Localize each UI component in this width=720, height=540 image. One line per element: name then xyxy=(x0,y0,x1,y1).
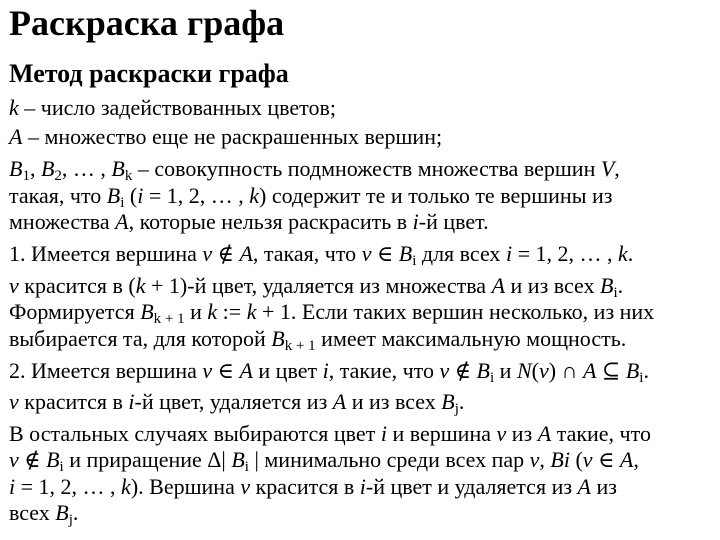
math-symbol: B xyxy=(140,299,154,324)
subscript: k + 1 xyxy=(284,338,316,354)
text-span: . xyxy=(643,358,649,383)
math-symbol: v xyxy=(202,241,213,266)
math-symbol: i xyxy=(505,241,513,266)
math-symbol: v xyxy=(9,389,19,414)
text-span: и из всех xyxy=(505,273,601,298)
math-symbol: v xyxy=(9,273,19,298)
text-span: = 1, 2, … , xyxy=(143,183,250,208)
math-symbol: k xyxy=(9,95,19,120)
math-symbol: A xyxy=(239,358,253,383)
math-symbol: A xyxy=(537,421,552,446)
math-symbol: v xyxy=(361,241,372,266)
math-symbol: V xyxy=(600,156,615,181)
slide-subtitle: Метод раскраски графа xyxy=(9,59,289,88)
text-line xyxy=(9,241,633,267)
math-symbol: v xyxy=(582,447,593,472)
math-symbol: B xyxy=(600,273,614,298)
subscript: i xyxy=(120,195,125,211)
text-span: ) ∩ xyxy=(548,358,583,383)
text-span: , xyxy=(633,447,639,472)
text-line xyxy=(9,156,620,182)
math-symbol: k xyxy=(135,273,146,298)
math-symbol: B xyxy=(46,447,60,472)
math-symbol: k xyxy=(249,183,260,208)
math-symbol: i xyxy=(9,474,16,499)
slide-title: Раскраска графа xyxy=(9,3,285,43)
text-span: красится в xyxy=(18,389,129,414)
math-symbol: A xyxy=(115,209,129,234)
math-symbol: B xyxy=(55,500,69,525)
text-span: красится в xyxy=(250,474,360,499)
text-span: 1. Имеется вершина xyxy=(9,241,203,266)
math-symbol: i xyxy=(137,183,144,208)
text-span: ∈ xyxy=(592,447,620,472)
text-span: , xyxy=(614,156,620,181)
text-span: = 1, 2, … , xyxy=(512,241,618,266)
text-line xyxy=(9,183,612,209)
text-span: Формируется xyxy=(9,299,141,324)
text-span: В остальных случаях выбираются цвет xyxy=(9,421,381,446)
subscript: i xyxy=(59,459,64,475)
text-span: -й цвет, удаляется из xyxy=(134,389,333,414)
text-span: . xyxy=(458,389,465,414)
text-span: – множество еще не раскрашенных вершин; xyxy=(22,124,443,149)
math-symbol: B xyxy=(106,183,121,208)
text-line xyxy=(9,500,78,526)
text-span: ( xyxy=(569,447,583,472)
text-span: имеет максимальную мощность. xyxy=(315,326,627,351)
text-span: для всех xyxy=(416,241,506,266)
math-symbol: i xyxy=(359,474,366,499)
text-span: := xyxy=(217,299,247,324)
text-span: ( xyxy=(531,358,539,383)
text-span: ∉ xyxy=(18,447,47,472)
subscript: 1 xyxy=(22,168,30,184)
text-span: = 1, 2, … , xyxy=(15,474,122,499)
text-span: -й цвет. xyxy=(418,209,489,234)
text-span: ∈ xyxy=(212,358,240,383)
text-line xyxy=(9,389,464,415)
text-span: ). Вершина xyxy=(130,474,241,499)
text-span: , такая, что xyxy=(252,241,362,266)
text-span: красится в ( xyxy=(18,273,136,298)
text-span: , xyxy=(29,156,41,181)
subscript: i xyxy=(490,370,495,386)
text-line xyxy=(9,209,489,235)
math-symbol: i xyxy=(128,389,135,414)
text-span: | минимально среди всех пар xyxy=(248,447,530,472)
math-symbol: N xyxy=(516,358,532,383)
text-span: + 1. Если таких вершин несколько, из них xyxy=(256,299,655,324)
math-symbol: i xyxy=(412,209,419,234)
math-symbol: B xyxy=(231,447,245,472)
text-line xyxy=(9,326,626,352)
text-span: и цвет xyxy=(252,358,323,383)
text-span: ∉ xyxy=(212,241,240,266)
math-symbol: A xyxy=(577,474,591,499)
text-line xyxy=(9,447,639,473)
subscript: i xyxy=(412,253,417,269)
text-span: множества xyxy=(9,209,116,234)
text-line xyxy=(9,474,617,500)
text-span: ∈ xyxy=(371,241,399,266)
text-span: + 1)-й цвет, удаляется из множества xyxy=(145,273,492,298)
text-line xyxy=(9,421,651,447)
math-symbol: B xyxy=(476,358,490,383)
math-symbol: B xyxy=(111,156,125,181)
text-span: ) содержит те и только те вершины из xyxy=(259,183,613,208)
math-symbol: v xyxy=(496,421,507,446)
text-span: , которые нельзя раскрасить в xyxy=(128,209,413,234)
math-symbol: k xyxy=(617,241,628,266)
text-span: , такие, что xyxy=(328,358,440,383)
subscript: i xyxy=(613,285,618,301)
text-span: ∉ xyxy=(449,358,477,383)
math-symbol: B xyxy=(271,326,285,351)
math-symbol: B xyxy=(9,156,23,181)
text-span: , … , xyxy=(61,156,112,181)
math-symbol: A xyxy=(239,241,253,266)
text-span: и приращение Δ| xyxy=(63,447,232,472)
text-span: из xyxy=(591,474,617,499)
math-symbol: v xyxy=(538,358,549,383)
text-span: . xyxy=(627,241,634,266)
math-symbol: k xyxy=(121,474,131,499)
text-line xyxy=(9,358,649,384)
text-span: . xyxy=(72,500,79,525)
text-span: ⊆ xyxy=(596,358,626,383)
math-symbol: v xyxy=(240,474,251,499)
math-symbol: k xyxy=(207,299,218,324)
subscript: 2 xyxy=(54,168,62,184)
subscript: i xyxy=(639,370,644,386)
text-span: всех xyxy=(9,500,56,525)
text-span: , xyxy=(539,447,551,472)
subscript: i xyxy=(244,459,249,475)
text-span: . xyxy=(617,273,624,298)
math-symbol: A xyxy=(9,124,23,149)
math-symbol: A xyxy=(619,447,634,472)
text-span: – совокупность подмножеств множества вершин xyxy=(132,156,601,181)
text-span: ( xyxy=(124,183,138,208)
math-symbol: v xyxy=(202,358,213,383)
math-symbol: A xyxy=(582,358,597,383)
text-span: и xyxy=(494,358,517,383)
text-span: из xyxy=(506,421,538,446)
text-span: и из всех xyxy=(346,389,442,414)
text-span: такая, что xyxy=(9,183,107,208)
math-symbol: v xyxy=(439,358,450,383)
text-span: – число задействованных цветов; xyxy=(18,95,336,120)
math-symbol: v xyxy=(9,447,19,472)
text-span: такие, что xyxy=(551,421,651,446)
math-symbol: v xyxy=(529,447,540,472)
subscript: j xyxy=(454,401,459,417)
math-symbol: B xyxy=(625,358,640,383)
text-line xyxy=(9,273,623,299)
math-symbol: Bi xyxy=(550,447,570,472)
text-span: и вершина xyxy=(386,421,497,446)
text-line xyxy=(9,124,442,150)
subscript: k + 1 xyxy=(153,311,185,327)
subscript: k xyxy=(124,168,133,184)
math-symbol: A xyxy=(491,273,506,298)
math-symbol: k xyxy=(246,299,257,324)
text-line xyxy=(9,95,336,121)
subscript: j xyxy=(68,512,73,528)
math-symbol: A xyxy=(332,389,347,414)
math-symbol: B xyxy=(441,389,455,414)
math-symbol: i xyxy=(380,421,387,446)
text-span: и xyxy=(184,299,208,324)
math-symbol: B xyxy=(40,156,55,181)
text-span: -й цвет и удаляется из xyxy=(365,474,578,499)
math-symbol: B xyxy=(398,241,413,266)
math-symbol: i xyxy=(322,358,329,383)
text-span: 2. Имеется вершина xyxy=(9,358,203,383)
text-line xyxy=(9,299,654,325)
text-span: выбирается та, для которой xyxy=(9,326,272,351)
